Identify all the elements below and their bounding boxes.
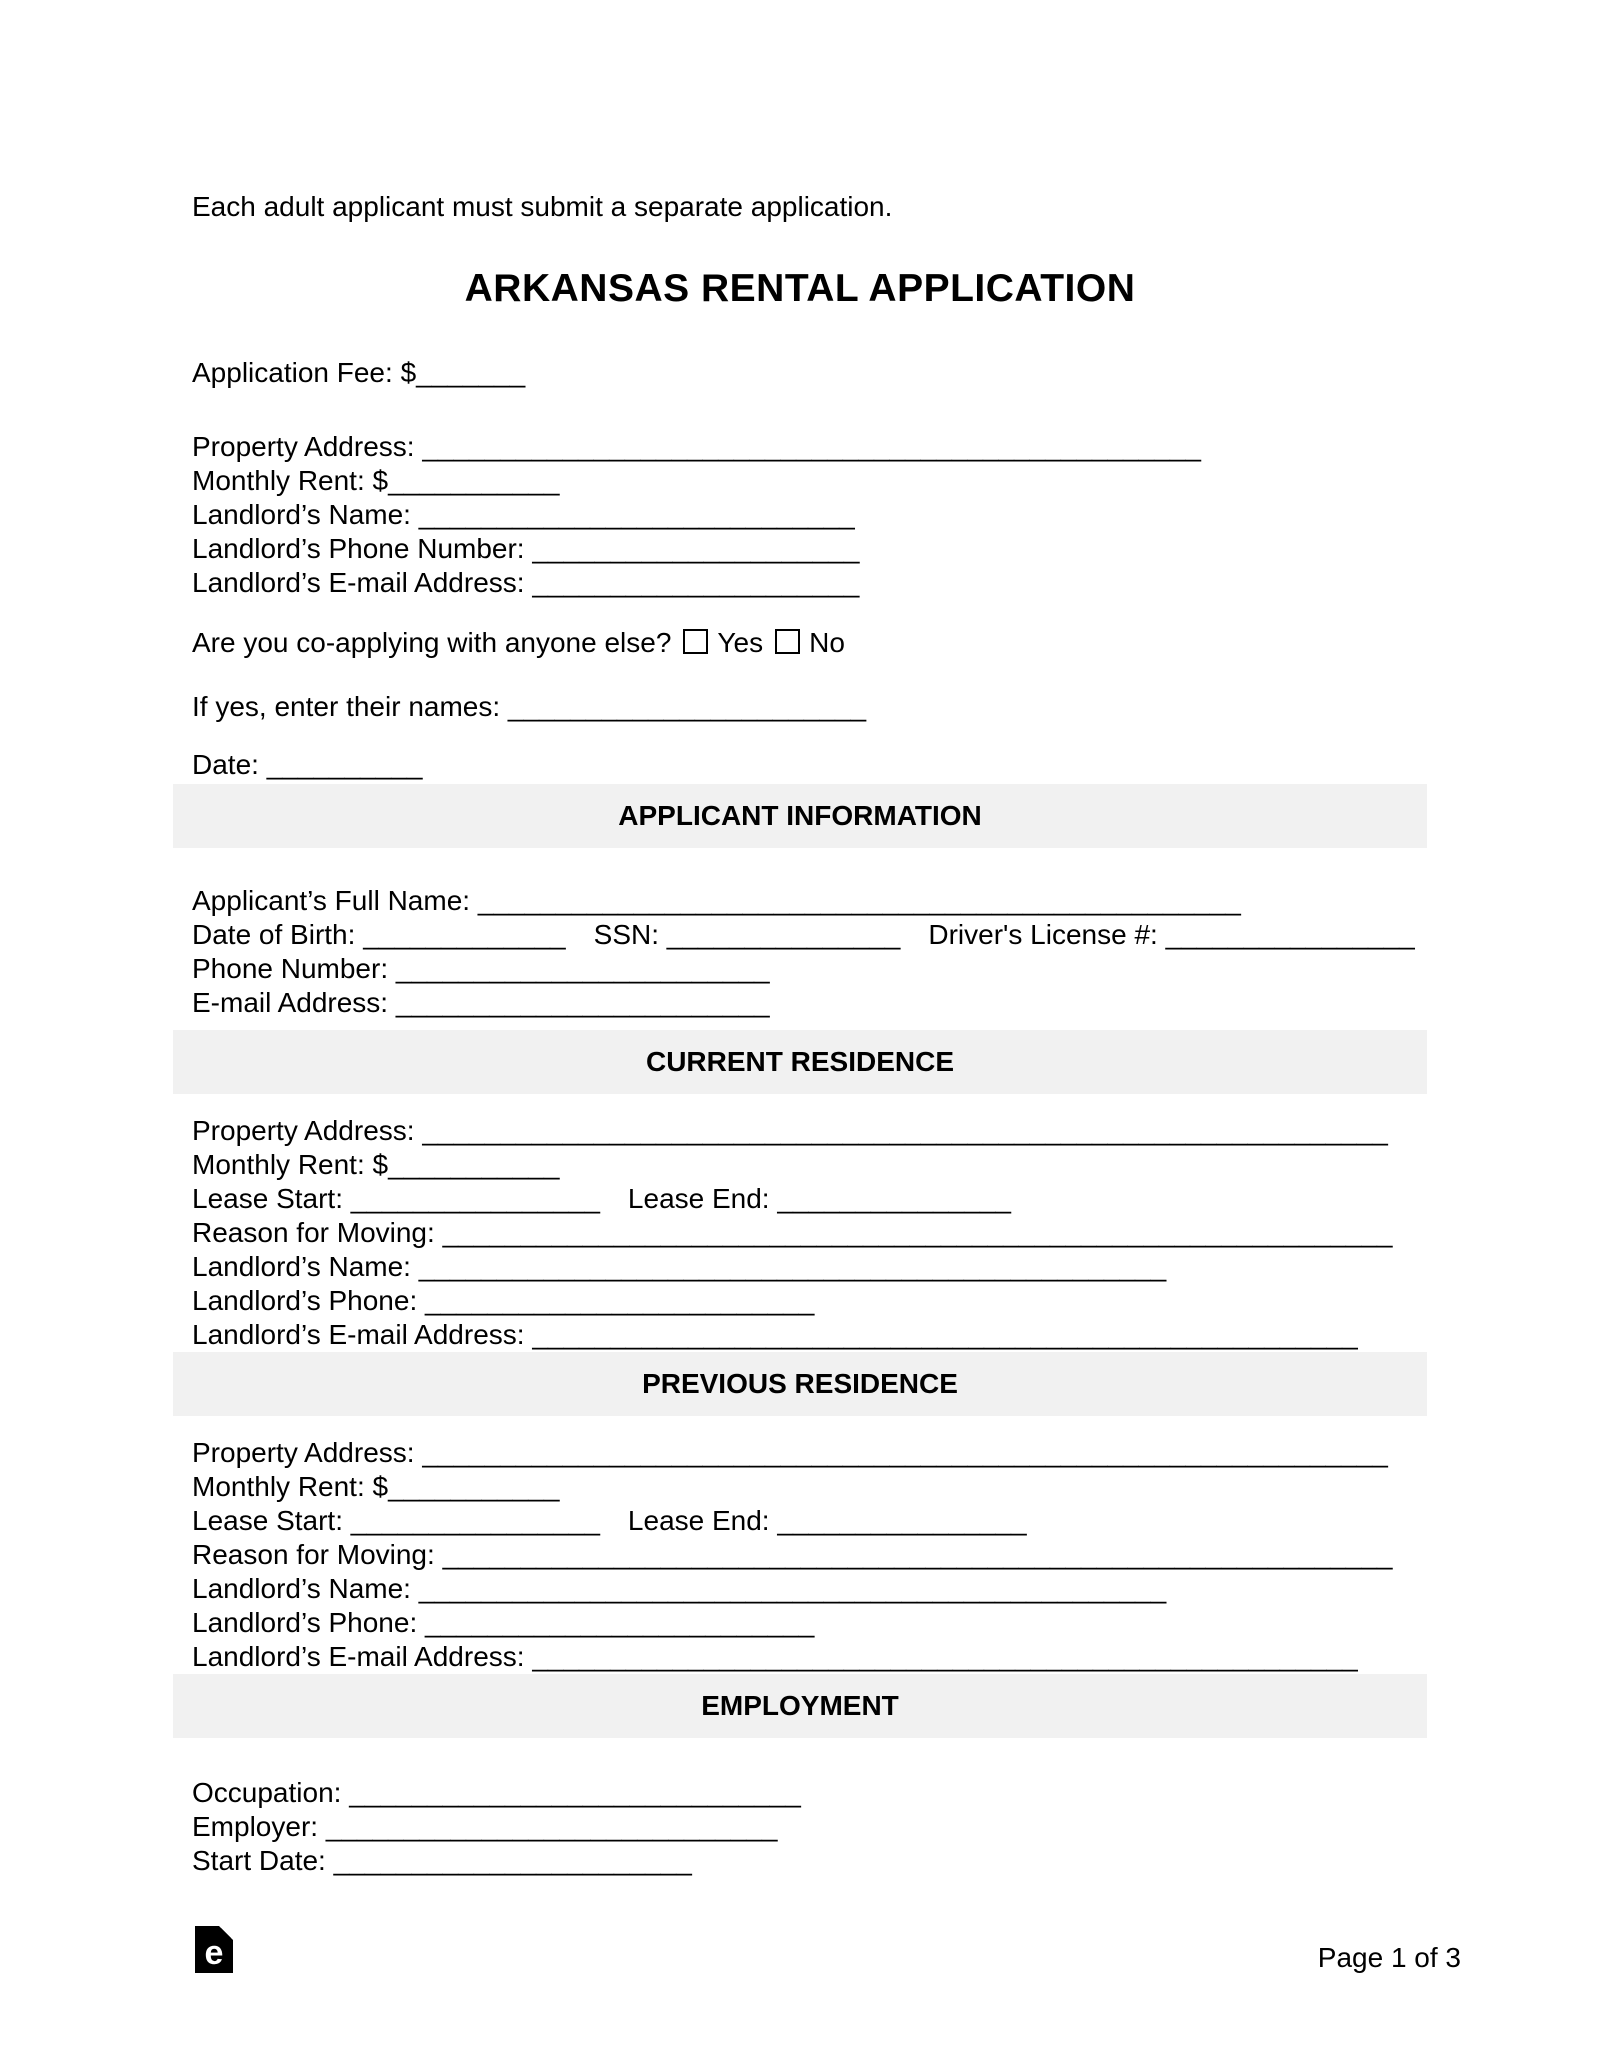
section-header-current-residence	[173, 1030, 1427, 1094]
field-line-cr-landlord-name	[192, 1250, 1427, 1284]
current-residence-block	[173, 1114, 1427, 1352]
dob-label: Date of Birth:	[192, 919, 364, 950]
cr-property-address-label: Property Address:	[192, 1115, 423, 1146]
field-line-employer	[192, 1810, 1427, 1844]
field-line-applicant-email	[192, 986, 1427, 1020]
field-line-pr-monthly-rent	[192, 1470, 1427, 1504]
application-fee-label: Application Fee: $	[192, 357, 417, 388]
field-line-cr-landlord-phone	[192, 1284, 1427, 1318]
applicant-full-name-label: Applicant’s Full Name:	[192, 885, 478, 916]
cr-landlord-name-label: Landlord’s Name:	[192, 1251, 419, 1282]
pr-landlord-name-label: Landlord’s Name:	[192, 1573, 419, 1604]
landlord-phone-number-label: Landlord’s Phone Number:	[192, 533, 533, 564]
field-line-landlord-phone-number	[192, 532, 1427, 566]
occupation-label: Occupation:	[192, 1777, 350, 1808]
property-address-blank[interactable]: __________________________________________________	[422, 431, 1201, 462]
previous-residence-block	[173, 1436, 1427, 1674]
cr-monthly-rent-label: Monthly Rent: $	[192, 1149, 389, 1180]
employment-heading: EMPLOYMENT	[701, 1690, 899, 1721]
cr-lease-end-label: Lease End:	[627, 1183, 778, 1214]
pr-landlord-name-blank[interactable]: ________________________________________________	[418, 1573, 1167, 1604]
date-label: Date:	[192, 749, 267, 780]
pr-landlord-email-blank[interactable]: _____________________________________________________	[532, 1641, 1358, 1672]
co-applying-yes-label: Yes	[717, 627, 764, 658]
pr-reason-blank[interactable]: _____________________________________________________________	[442, 1539, 1393, 1570]
field-line-start-date	[192, 1844, 1427, 1878]
field-line-application-fee	[173, 356, 1427, 390]
pr-landlord-email-label: Landlord’s E-mail Address:	[192, 1641, 533, 1672]
co-applying-no-label: No	[809, 627, 845, 658]
rental-property-block	[173, 430, 1427, 600]
landlord-email-label: Landlord’s E-mail Address:	[192, 567, 533, 598]
field-line-property-address	[192, 430, 1427, 464]
applicant-email-label: E-mail Address:	[192, 987, 396, 1018]
cr-reason-label: Reason for Moving:	[192, 1217, 443, 1248]
field-line-cr-property-address	[192, 1114, 1427, 1148]
monthly-rent-label: Monthly Rent: $	[192, 465, 389, 496]
field-line-landlord-name	[192, 498, 1427, 532]
field-line-pr-landlord-name	[192, 1572, 1427, 1606]
ssn-label: SSN:	[593, 919, 667, 950]
drivers-license-blank[interactable]: ________________	[1165, 919, 1415, 950]
applicant-information-heading: APPLICANT INFORMATION	[618, 800, 982, 831]
field-line-cr-monthly-rent	[192, 1148, 1427, 1182]
co-applying-no-checkbox[interactable]	[775, 629, 800, 654]
monthly-rent-blank[interactable]: ___________	[388, 465, 560, 496]
cr-landlord-email-label: Landlord’s E-mail Address:	[192, 1319, 533, 1350]
field-line-occupation	[192, 1776, 1427, 1810]
co-applying-yes-checkbox[interactable]	[683, 629, 708, 654]
field-line-cr-reason	[192, 1216, 1427, 1250]
landlord-name-label: Landlord’s Name:	[192, 499, 419, 530]
field-line-pr-landlord-email	[192, 1640, 1427, 1674]
cr-monthly-rent-blank[interactable]: ___________	[388, 1149, 560, 1180]
field-line-pr-property-address	[192, 1436, 1427, 1470]
rental-application-page	[173, 0, 1427, 1878]
applicant-information-block	[173, 884, 1427, 1020]
field-line-applicant-full-name	[192, 884, 1427, 918]
applicant-full-name-blank[interactable]: _________________________________________________	[477, 885, 1241, 916]
applicant-phone-blank[interactable]: ________________________	[395, 953, 770, 984]
previous-residence-heading: PREVIOUS RESIDENCE	[642, 1368, 958, 1399]
cr-landlord-name-blank[interactable]: ________________________________________________	[418, 1251, 1167, 1282]
property-address-label: Property Address:	[192, 431, 423, 462]
section-header-employment	[173, 1674, 1427, 1738]
cr-lease-end-blank[interactable]: _______________	[777, 1183, 1011, 1214]
landlord-email-blank[interactable]: _____________________	[532, 567, 860, 598]
pr-lease-start-label: Lease Start:	[192, 1505, 351, 1536]
co-applying-question: Are you co-applying with anyone else?	[192, 627, 672, 658]
employment-block	[173, 1776, 1427, 1878]
cr-landlord-phone-label: Landlord’s Phone:	[192, 1285, 425, 1316]
current-residence-heading: CURRENT RESIDENCE	[645, 1046, 955, 1077]
employer-label: Employer:	[192, 1811, 326, 1842]
field-line-cr-landlord-email	[192, 1318, 1427, 1352]
pr-lease-end-blank[interactable]: ________________	[777, 1505, 1027, 1536]
cr-lease-start-blank[interactable]: ________________	[350, 1183, 600, 1214]
co-applying-question-line	[173, 626, 1427, 660]
field-line-applicant-phone	[192, 952, 1427, 986]
occupation-blank[interactable]: _____________________________	[349, 1777, 801, 1808]
pr-reason-label: Reason for Moving:	[192, 1539, 443, 1570]
cr-reason-blank[interactable]: _____________________________________________________________	[442, 1217, 1393, 1248]
field-line-landlord-email	[192, 566, 1427, 600]
landlord-name-blank[interactable]: ____________________________	[418, 499, 855, 530]
pr-landlord-phone-label: Landlord’s Phone:	[192, 1607, 425, 1638]
field-line-pr-lease-dates	[192, 1504, 1427, 1538]
section-header-applicant-information	[173, 784, 1427, 848]
eforms-document-logo	[195, 1926, 233, 1973]
application-fee-blank[interactable]: _______	[416, 357, 526, 388]
drivers-license-label: Driver's License #:	[928, 919, 1166, 950]
ssn-blank[interactable]: _______________	[666, 919, 901, 950]
field-line-pr-landlord-phone	[192, 1606, 1427, 1640]
field-line-dob-ssn-license	[192, 918, 1427, 952]
start-date-blank[interactable]: _______________________	[333, 1845, 692, 1876]
field-line-co-applicant-names	[173, 690, 1427, 724]
co-applicant-names-label: If yes, enter their names:	[192, 691, 508, 722]
landlord-phone-number-blank[interactable]: _____________________	[532, 533, 860, 564]
cr-landlord-phone-blank[interactable]: _________________________	[425, 1285, 815, 1316]
field-line-cr-lease-dates	[192, 1182, 1427, 1216]
document-title: ARKANSAS RENTAL APPLICATION	[464, 267, 1136, 310]
section-header-previous-residence	[173, 1352, 1427, 1416]
pr-landlord-phone-blank[interactable]: _________________________	[425, 1607, 815, 1638]
co-applicant-names-blank[interactable]: _______________________	[507, 691, 867, 722]
pr-property-address-blank[interactable]: ______________________________________________________________	[422, 1437, 1388, 1468]
field-line-pr-reason	[192, 1538, 1427, 1572]
pr-monthly-rent-label: Monthly Rent: $	[192, 1471, 389, 1502]
intro-note: Each adult applicant must submit a separate application.	[192, 191, 893, 222]
eforms-logo-letter: e	[204, 1934, 224, 1972]
cr-property-address-blank[interactable]: ______________________________________________________________	[422, 1115, 1388, 1146]
pr-lease-end-label: Lease End:	[627, 1505, 778, 1536]
field-line-monthly-rent	[192, 464, 1427, 498]
cr-landlord-email-blank[interactable]: _____________________________________________________	[532, 1319, 1358, 1350]
employer-blank[interactable]: _____________________________	[325, 1811, 778, 1842]
start-date-label: Start Date:	[192, 1845, 334, 1876]
applicant-email-blank[interactable]: ________________________	[395, 987, 770, 1018]
page-number: Page 1 of 3	[1317, 1942, 1461, 1973]
pr-monthly-rent-blank[interactable]: ___________	[388, 1471, 560, 1502]
date-blank[interactable]: __________	[266, 749, 423, 780]
dob-blank[interactable]: _____________	[363, 919, 566, 950]
pr-property-address-label: Property Address:	[192, 1437, 423, 1468]
pr-lease-start-blank[interactable]: ________________	[350, 1505, 600, 1536]
field-line-date	[173, 748, 1427, 782]
cr-lease-start-label: Lease Start:	[192, 1183, 351, 1214]
applicant-phone-label: Phone Number:	[192, 953, 396, 984]
